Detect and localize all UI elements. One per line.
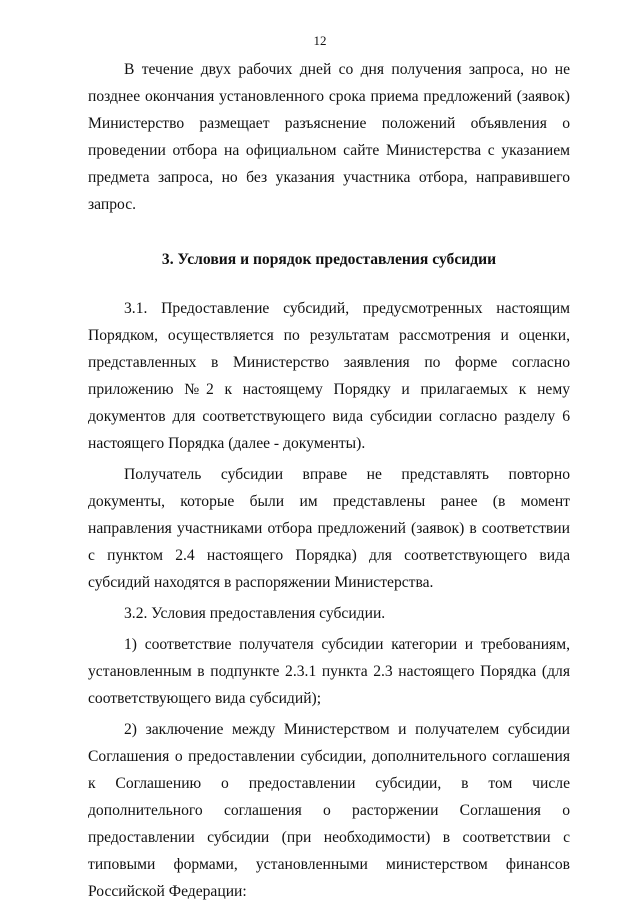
section-heading: 3. Условия и порядок предоставления субсидии [161,251,497,268]
paragraph-condition-1: 1) соответствие получателя субсидии категории и требованиям, установленным в подпункте 2.3.1 пункта 2.3 настоящего Порядка (для соответствующего вида субсидий); [88,636,570,707]
paragraph-request-clarification: В течение двух рабочих дней со дня получения запроса, но не позднее окончания установленного срока приема предложений (заявок) Министерство размещает разъяснение положений объявления о проведении отбора на официальном сайте Министерства с указанием предмета запроса, но без указания участника отбора, направившего запрос. [88,61,570,213]
page-number: 12 [313,33,327,48]
document-body [88,56,570,905]
paragraph-3-2: 3.2. Условия предоставления субсидии. [124,605,386,622]
paragraph-condition-2: 2) заключение между Министерством и получателем субсидии Соглашения о предоставлении субсидии, дополнительного соглашения к Соглашению о предоставлении субсидии, в том числе дополнительного соглашения о расторжении Соглашения о предоставлении субсидии (при необходимости) в соответствии с типовыми формами, установленными министерством финансов Российской Федерации: [88,721,570,900]
paragraph-resubmission: Получатель субсидии вправе не представлять повторно документы, которые были им представлены ранее (в момент направления участниками отбора предложений (заявок) в соответствии с пунктом 2.4 настоящего Порядка) для соответствующего вида субсидий находятся в распоряжении Министерства. [88,466,570,591]
paragraph-3-1: 3.1. Предоставление субсидий, предусмотренных настоящим Порядком, осуществляется по результатам рассмотрения и оценки, представленных в Министерство заявления по форме согласно приложению №2 к настоящему Порядку и прилагаемых к нему документов для соответствующего вида субсидии согласно разделу 6 настоящего Порядка (далее - документы). [88,300,570,452]
